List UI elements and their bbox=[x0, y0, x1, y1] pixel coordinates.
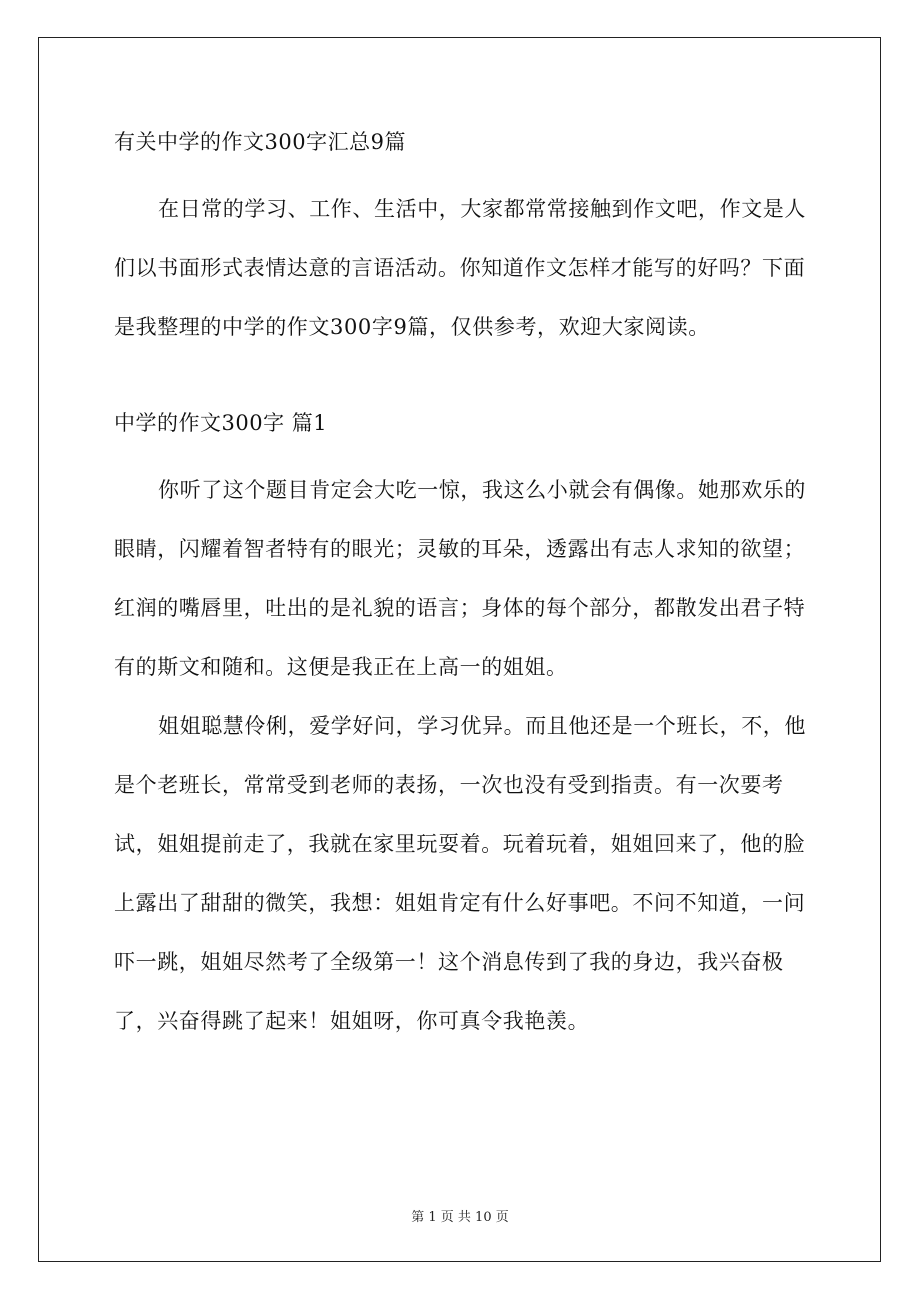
section-paragraph: 你听了这个题目肯定会大吃一惊，我这么小就会有偶像。她那欢乐的眼睛，闪耀着智者特有的眼光；灵敏的耳朵，透露出有志人求知的欲望；红润的嘴唇里，吐出的是礼貌的语言；身体的每个部分，都散发出君子特有的斯文和随和。这便是我正在上高一的姐姐。 bbox=[114, 478, 806, 679]
page-footer: 第 1 页 共 10 页 bbox=[411, 1210, 509, 1225]
section-1 bbox=[114, 401, 826, 1051]
intro-paragraph: 在日常的学习、工作、生活中，大家都常常接触到作文吧，作文是人们以书面形式表情达意的言语活动。你知道作文怎样才能写的好吗？下面是我整理的中学的作文300字9篇，仅供参考，欢迎大家阅读。 bbox=[114, 197, 806, 339]
document-body bbox=[114, 120, 826, 1051]
section-heading: 中学的作文300字 篇1 bbox=[114, 411, 328, 435]
document-title: 有关中学的作文300字汇总9篇 bbox=[114, 130, 406, 154]
section-paragraph: 姐姐聪慧伶俐，爱学好问，学习优异。而且他还是一个班长，不，他是个老班长，常常受到老师的表扬，一次也没有受到指责。有一次要考试，姐姐提前走了，我就在家里玩耍着。玩着玩着，姐姐回来了，他的脸上露出了甜甜的微笑，我想：姐姐肯定有什么好事吧。不问不知道，一问吓一跳，姐姐尽然考了全级第一！这个消息传到了我的身边，我兴奋极了，兴奋得跳了起来！姐姐呀，你可真令我艳羡。 bbox=[114, 714, 806, 1033]
